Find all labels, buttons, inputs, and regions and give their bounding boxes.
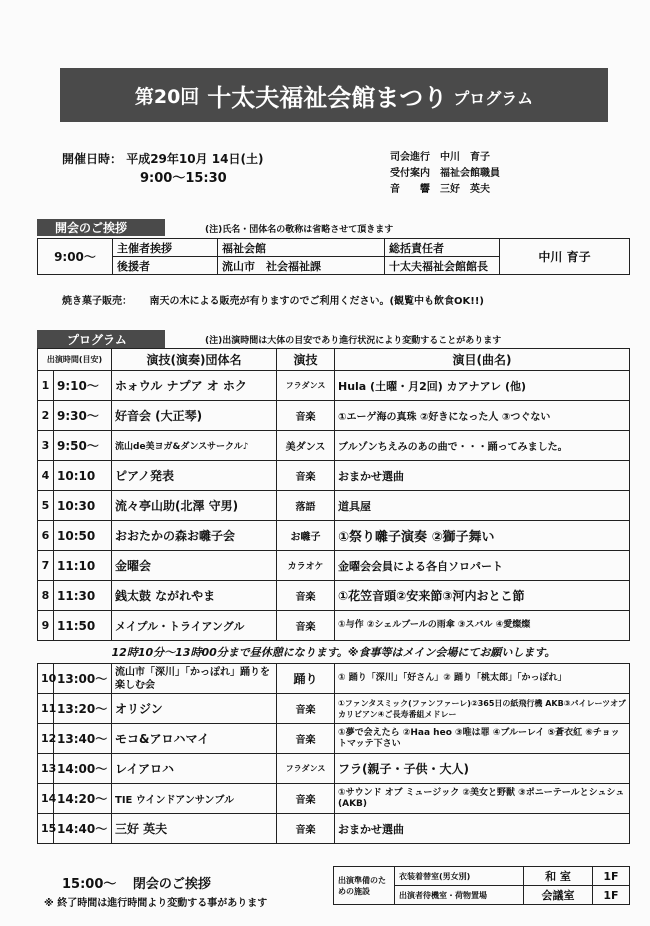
title-suffix: プログラム <box>453 88 534 108</box>
closing-row <box>62 873 211 892</box>
row-time: 9:50〜 <box>54 431 112 461</box>
row-time: 14:40〜 <box>54 814 112 844</box>
opening-note: (注)氏名・団体名の敬称は省略させて頂きます <box>205 225 394 235</box>
table-row <box>38 431 630 461</box>
facility-floor: 1F <box>593 867 630 886</box>
staff-item: 受付案内 福祉会館職員 <box>390 168 500 179</box>
row-performer: 流山市「深川」「かっぽれ」踊りを楽しむ会 <box>112 664 277 694</box>
table-row <box>38 401 630 431</box>
opening-role2: 十太夫福祉会館館長 <box>385 257 500 275</box>
row-title: ブルゾンちえみのあの曲で・・・踊ってみました。 <box>335 431 630 461</box>
row-number: 8 <box>38 581 54 611</box>
row-genre: 音楽 <box>277 401 335 431</box>
row-number: 9 <box>38 611 54 641</box>
title-number: 第20回 <box>134 85 200 108</box>
closing-footnote: ※ 終了時間は進行時間より変動する事があります <box>44 898 268 909</box>
row-performer: TIE ウインドアンサンブル <box>112 784 277 814</box>
row-performer: 金曜会 <box>112 551 277 581</box>
table-row <box>38 664 630 694</box>
row-title: Hula (土曜・月2回) カアナアレ (他) <box>335 371 630 401</box>
row-time: 14:20〜 <box>54 784 112 814</box>
row-performer: オリジン <box>112 694 277 724</box>
row-number: 7 <box>38 551 54 581</box>
page-title: 十太夫福祉会館まつり <box>207 83 448 112</box>
table-row <box>38 551 630 581</box>
row-genre: 音楽 <box>277 814 335 844</box>
row-performer: レイアロハ <box>112 754 277 784</box>
event-time: 9:00〜15:30 <box>140 171 227 186</box>
opening-role2: 総括責任者 <box>385 239 500 257</box>
facilities-label: 出演準備のための施設 <box>334 867 395 905</box>
row-number: 6 <box>38 521 54 551</box>
row-time: 9:30〜 <box>54 401 112 431</box>
row-genre: 踊り <box>277 664 335 694</box>
row-performer: ホォウル ナプア オ ホク <box>112 371 277 401</box>
table-row <box>38 461 630 491</box>
table-row <box>38 694 630 724</box>
opening-mc: 中川 育子 <box>500 239 630 275</box>
opening-table <box>37 238 630 275</box>
row-title: ①祭り囃子演奏 ②獅子舞い <box>335 521 630 551</box>
staff-list <box>390 150 500 198</box>
row-time: 10:30 <box>54 491 112 521</box>
opening-role: 主催者挨拶 <box>113 239 218 257</box>
row-title: ①サウンド オブ ミュージック ②美女と野獣 ③ポニーテールとシュシュ(AKB) <box>335 784 630 814</box>
row-number: 10 <box>38 664 54 694</box>
opening-org: 福祉会館 <box>218 239 385 257</box>
row-time: 13:00〜 <box>54 664 112 694</box>
row-genre: カラオケ <box>277 551 335 581</box>
row-number: 15 <box>38 814 54 844</box>
table-row <box>38 581 630 611</box>
row-genre: 音楽 <box>277 724 335 754</box>
row-performer: 銭太鼓 ながれやま <box>112 581 277 611</box>
closing-time: 15:00〜 <box>62 877 117 892</box>
facility-name: 出演者待機室・荷物置場 <box>395 886 524 905</box>
row-number: 1 <box>38 371 54 401</box>
row-performer: メイプル・トライアングル <box>112 611 277 641</box>
opening-time: 9:00〜 <box>38 239 113 275</box>
row-title: フラ(親子・子供・大人) <box>335 754 630 784</box>
header-time: 出演時間(目安) <box>38 349 112 371</box>
row-title: ① 踊り「深川」「好さん」② 踊り「桃太郎」「かっぽれ」 <box>335 664 630 694</box>
row-genre: 音楽 <box>277 581 335 611</box>
facility-floor: 1F <box>593 886 630 905</box>
opening-org: 流山市 社会福祉課 <box>218 257 385 275</box>
facility-name: 衣装着替室(男女別) <box>395 867 524 886</box>
header-title: 演目(曲名) <box>335 349 630 371</box>
row-number: 11 <box>38 694 54 724</box>
program-table <box>37 348 630 844</box>
row-performer: 三好 英夫 <box>112 814 277 844</box>
staff-item: 司会進行 中川 育子 <box>390 152 490 163</box>
row-genre: 落語 <box>277 491 335 521</box>
snack-text: 南天の木による販売が有りますのでご利用ください。(観覧中も飲食OK!!) <box>149 296 484 307</box>
staff-item: 音 響 三好 英夫 <box>390 184 490 195</box>
row-time: 9:10〜 <box>54 371 112 401</box>
date-label: 開催日時： <box>62 152 123 166</box>
row-title: おまかせ選曲 <box>335 461 630 491</box>
opening-tab: 開会のご挨拶 <box>37 219 165 236</box>
event-date: 平成29年10月 14日(土) <box>126 152 264 166</box>
row-title: おまかせ選曲 <box>335 814 630 844</box>
row-time: 13:40〜 <box>54 724 112 754</box>
event-date-row <box>62 150 263 167</box>
closing-label: 閉会のご挨拶 <box>132 877 211 892</box>
header-genre: 演技 <box>277 349 335 371</box>
row-number: 12 <box>38 724 54 754</box>
row-time: 11:50 <box>54 611 112 641</box>
row-genre: フラダンス <box>277 754 335 784</box>
row-performer: 流山de美ヨガ&ダンスサークル♪ <box>112 431 277 461</box>
row-title: 道具屋 <box>335 491 630 521</box>
table-row <box>38 724 630 754</box>
row-number: 4 <box>38 461 54 491</box>
table-row <box>38 491 630 521</box>
program-tab: プログラム <box>37 330 165 348</box>
row-time: 13:20〜 <box>54 694 112 724</box>
row-number: 14 <box>38 784 54 814</box>
row-performer: モコ&アロハマイ <box>112 724 277 754</box>
title-banner <box>60 68 608 122</box>
program-header-row <box>38 349 630 371</box>
row-title: ①花笠音頭②安来節③河内おとこ節 <box>335 581 630 611</box>
facility-room: 和 室 <box>524 867 593 886</box>
header-performer: 演技(演奏)団体名 <box>112 349 277 371</box>
snack-notice <box>62 292 484 307</box>
row-performer: 好音会 (大正琴) <box>112 401 277 431</box>
row-performer: 流々亭山助(北澤 守男) <box>112 491 277 521</box>
opening-role: 後援者 <box>113 257 218 275</box>
row-genre: お囃子 <box>277 521 335 551</box>
lunch-break-row <box>38 641 630 664</box>
row-genre: 音楽 <box>277 611 335 641</box>
lunch-break-notice: 12時10分〜13時00分まで昼休憩になります。※食事等はメイン会場にてお願いします。 <box>111 646 556 659</box>
facility-room: 会議室 <box>524 886 593 905</box>
table-row <box>38 371 630 401</box>
row-title: ①ファンタスミック(ファンファーレ)②365日の紙飛行機 AKB③パイレーツオブカリビアン④ご長寿番組メドレー <box>335 694 630 724</box>
table-row <box>38 754 630 784</box>
row-number: 2 <box>38 401 54 431</box>
row-time: 10:10 <box>54 461 112 491</box>
row-performer: おおたかの森お囃子会 <box>112 521 277 551</box>
table-row <box>38 611 630 641</box>
row-genre: 音楽 <box>277 461 335 491</box>
row-time: 10:50 <box>54 521 112 551</box>
row-title: ①夢で会えたら ②Haa heo ③唯は罪 ④ブルーレイ ⑤蒼衣紅 ⑥チョットマッテ下さい <box>335 724 630 754</box>
row-genre: 音楽 <box>277 784 335 814</box>
table-row <box>38 784 630 814</box>
row-number: 3 <box>38 431 54 461</box>
program-note: (注)出演時間は大体の目安であり進行状況により変動することがあります <box>205 336 502 346</box>
snack-label: 焼き菓子販売： <box>62 296 132 307</box>
table-row <box>38 521 630 551</box>
row-performer: ピアノ発表 <box>112 461 277 491</box>
row-number: 13 <box>38 754 54 784</box>
row-genre: 音楽 <box>277 694 335 724</box>
row-title: ①与作 ②シェルブールの雨傘 ③スバル ④愛燦燦 <box>335 611 630 641</box>
row-time: 11:10 <box>54 551 112 581</box>
row-genre: フラダンス <box>277 371 335 401</box>
row-time: 14:00〜 <box>54 754 112 784</box>
row-genre: 美ダンス <box>277 431 335 461</box>
row-title: 金曜会会員による各自ソロパート <box>335 551 630 581</box>
table-row <box>38 814 630 844</box>
row-time: 11:30 <box>54 581 112 611</box>
row-title: ①エーゲ海の真珠 ②好きになった人 ③つぐない <box>335 401 630 431</box>
facilities-table <box>333 866 630 905</box>
row-number: 5 <box>38 491 54 521</box>
